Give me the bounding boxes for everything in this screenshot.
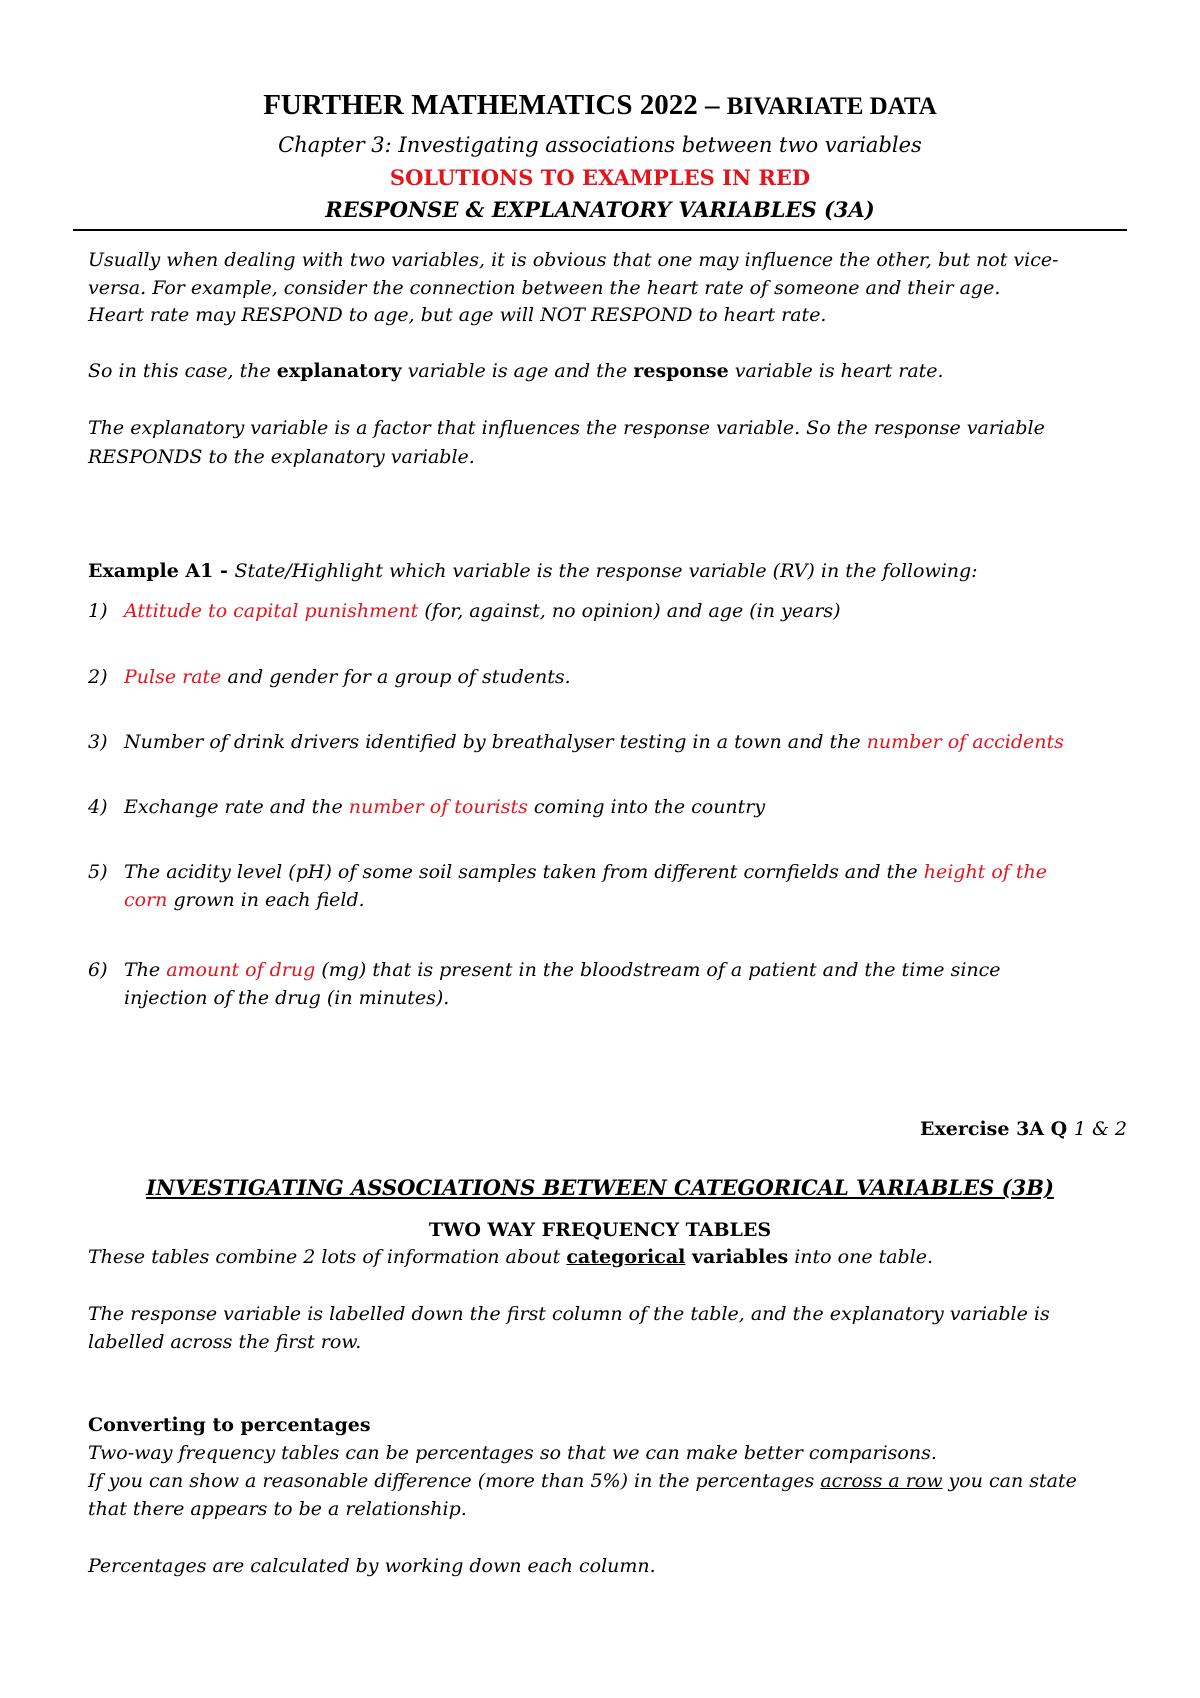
intro-paragraph-3-line-2: RESPONDS to the explanatory variable. — [88, 446, 475, 468]
section2-paragraph-2-line-1: The response variable is labelled down the first column of the table, and the explanatory variable is — [88, 1303, 1050, 1325]
intro-paragraph-2: So in this case, the explanatory variable is age and the response variable is heart rate. — [88, 360, 944, 382]
term-explanatory: explanatory — [276, 360, 402, 382]
conv-line-2: If you can show a reasonable difference (more than 5%) in the percentages across a row you can state — [88, 1470, 1077, 1492]
example-item-6: 6) The amount of drug (mg) that is present in the bloodstream of a patient and the time since injection of the drug (in minutes). — [88, 959, 1001, 1009]
term-response: response — [633, 360, 729, 382]
section2-paragraph-2-line-2: labelled across the first row. — [88, 1331, 362, 1353]
chapter-subtitle: Chapter 3: Investigating associations between two variables — [278, 133, 922, 157]
header-divider — [73, 229, 1127, 231]
intro-line-2: versa. For example, consider the connection between the heart rate of someone and their age. — [88, 277, 1001, 299]
response-variable-highlight: height of the — [923, 861, 1047, 883]
converting-percentages-heading: Converting to percentages — [88, 1414, 371, 1436]
exercise-reference: Exercise 3A Q 1 & 2 — [919, 1118, 1127, 1140]
intro-line-1: Usually when dealing with two variables, it is obvious that one may influence the other, but not vice- — [88, 249, 1059, 271]
section-title-3a: RESPONSE & EXPLANATORY VARIABLES (3A) — [325, 197, 875, 222]
section2-line-1: These tables combine 2 lots of information about categorical variables into one table. — [88, 1246, 934, 1268]
term-categorical: categorical — [566, 1246, 686, 1268]
response-variable-highlight: Pulse rate — [124, 666, 222, 688]
percentages-note: Percentages are calculated by working down each column. — [88, 1555, 656, 1577]
response-variable-highlight: amount of drug — [166, 959, 316, 981]
page-title — [0, 88, 1200, 123]
example-a1-heading — [88, 560, 978, 583]
response-variable-highlight: number of accidents — [866, 731, 1064, 753]
example-item-5: 5) The acidity level (pH) of some soil samples taken from different cornfields and the height of the corn grown in each field. — [88, 861, 1047, 911]
section-title-3b: INVESTIGATING ASSOCIATIONS BETWEEN CATEGORICAL VARIABLES (3B) — [146, 1175, 1054, 1200]
example-prompt: State/Highlight which variable is the response variable (RV) in the following: — [234, 560, 978, 582]
conv-line-1: Two-way frequency tables can be percentages so that we can make better comparisons. — [88, 1442, 937, 1464]
response-variable-highlight: number of tourists — [348, 796, 528, 818]
title-main: FURTHER MATHEMATICS 2022 – — [263, 89, 727, 121]
example-item-3: 3) Number of drink drivers identified by breathalyser testing in a town and the number of accidents — [88, 731, 1064, 753]
intro-paragraph-3-line-1: The explanatory variable is a factor that influences the response variable. So the response variable — [88, 417, 1045, 439]
across-a-row-emphasis: across a row — [820, 1470, 943, 1492]
response-variable-highlight: Attitude to capital punishment — [124, 600, 419, 622]
two-way-tables-heading: TWO WAY FREQUENCY TABLES — [428, 1219, 772, 1241]
intro-line-3: Heart rate may RESPOND to age, but age will NOT RESPOND to heart rate. — [88, 304, 827, 326]
example-item-4: 4) Exchange rate and the number of tourists coming into the country — [88, 796, 766, 818]
example-item-2: 2) Pulse rate and gender for a group of students. — [88, 666, 571, 688]
example-item-1: 1) Attitude to capital punishment (for, against, no opinion) and age (in years) — [88, 600, 841, 622]
solutions-note: SOLUTIONS TO EXAMPLES IN RED — [389, 165, 811, 190]
title-sub: BIVARIATE DATA — [726, 93, 937, 120]
conv-line-3: that there appears to be a relationship. — [88, 1498, 467, 1520]
example-label: Example A1 - — [88, 560, 235, 582]
